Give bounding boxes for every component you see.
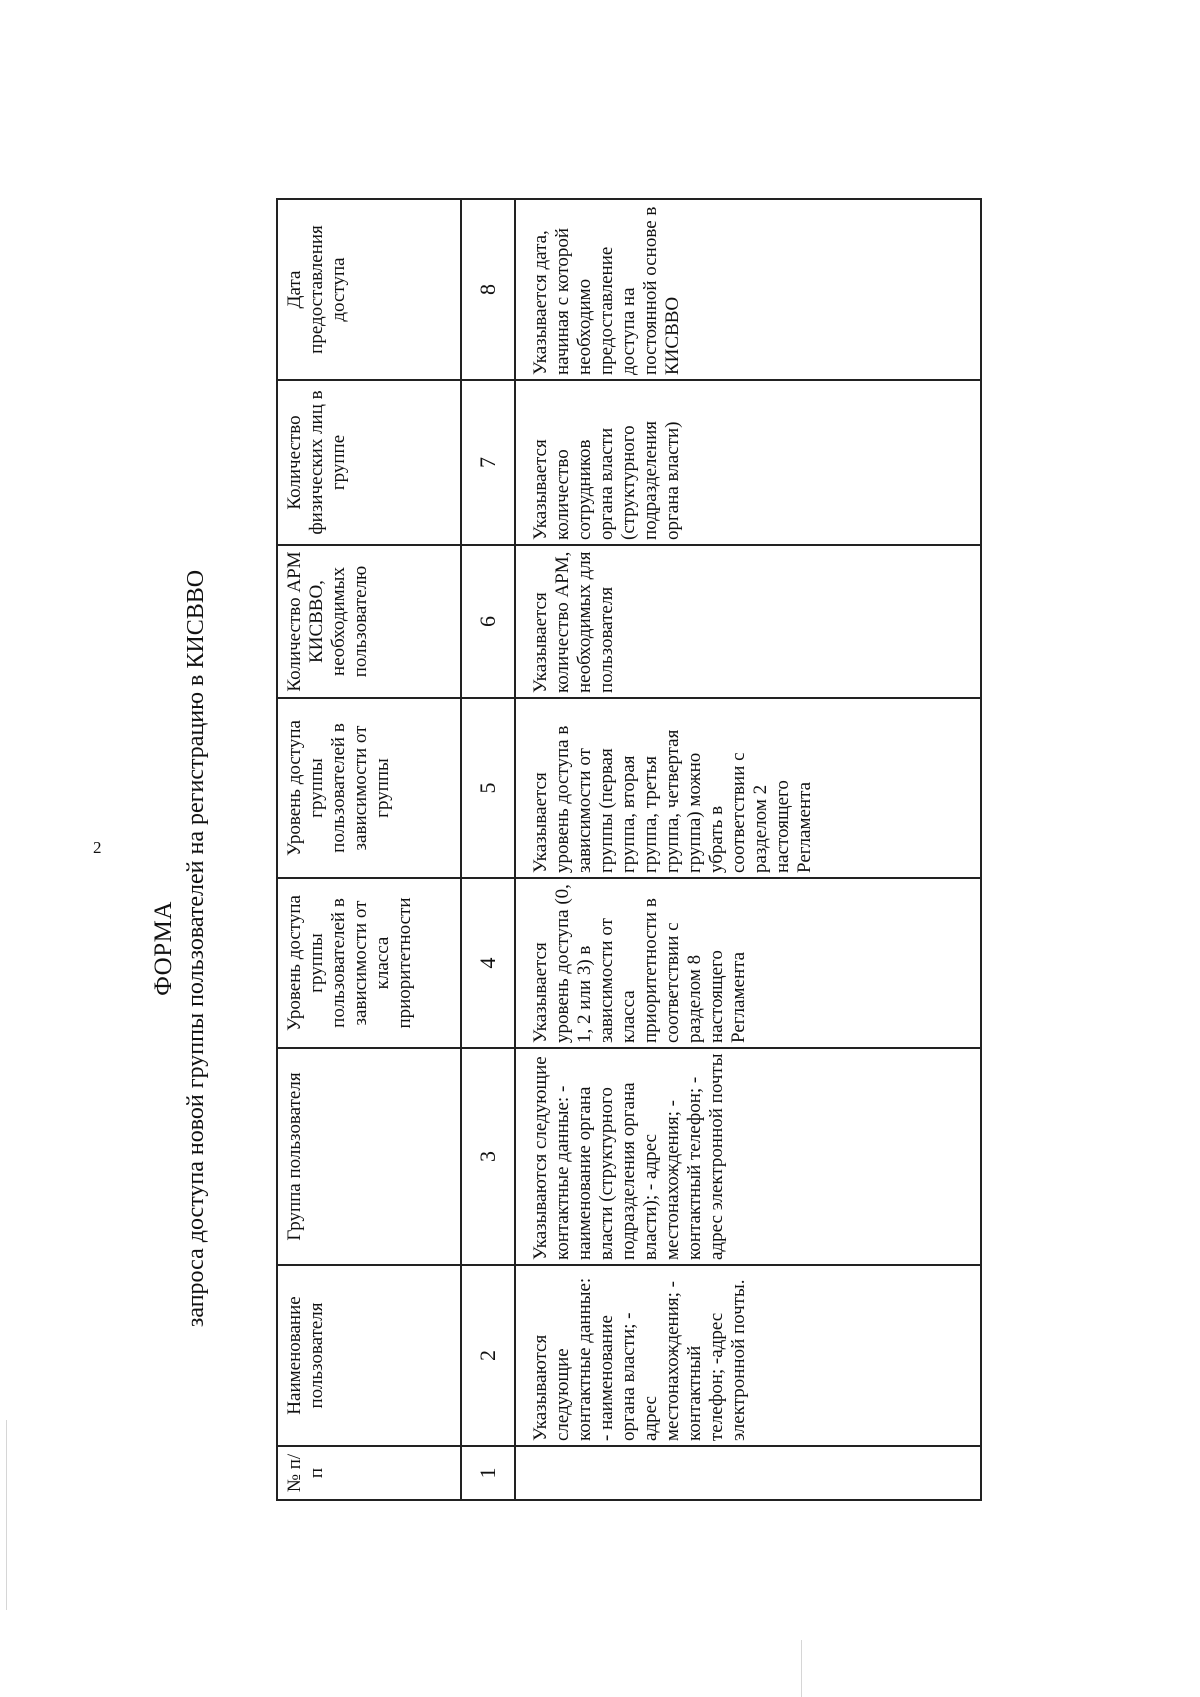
column-number: 8 [461, 199, 515, 380]
column-number-row [461, 199, 515, 1500]
table-cell: Указывается уровень доступа (0, 1, 2 или 3) в зависимости от класса приоритетности в соответствии с разделом 8 настоящего Регламента [515, 878, 981, 1048]
table-cell: Указывается количество АРМ, необходимых для пользователя [515, 545, 981, 698]
header-cell: Количество АРМ КИСВВО, необходимых пользователю [277, 545, 461, 698]
header-cell: Дата предоставления доступа [277, 199, 461, 380]
table-cell: Указывается дата, начиная с которой необходимо предоставление доступа на постоянной основе в КИСВВО [515, 199, 981, 380]
header-cell: Уровень доступа группы пользователей в зависимости от класса приоритетности [277, 878, 461, 1048]
header-cell: Наименование пользователя [277, 1265, 461, 1446]
table-cell: Указываются следующие контактные данные: - наименование органа власти; - адрес местонахождения; - контактный телефон; -адрес электронной почты. [515, 1265, 981, 1446]
column-number: 5 [461, 698, 515, 878]
table-row [515, 199, 981, 1500]
form-subtitle: запроса доступа новой группы пользователей на регистрацию в КИСВВО [183, 569, 209, 1328]
table-header-row [277, 199, 461, 1500]
table-cell: Указывается уровень доступа в зависимости от группы (первая группа, вторая группа, третья группа, четвертая группа) можно убрать в соответствии с разделом 2 настоящего Регламента [515, 698, 981, 878]
column-number: 6 [461, 545, 515, 698]
header-cell: № п/п [277, 1446, 461, 1500]
column-number: 1 [461, 1446, 515, 1500]
table-cell: Указывается количество сотрудников органа власти (структурного подразделения органа власти) [515, 380, 981, 545]
column-number: 7 [461, 380, 515, 545]
header-cell: Количество физических лиц в группе [277, 380, 461, 545]
header-cell: Уровень доступа группы пользователей в зависимости от группы [277, 698, 461, 878]
header-cell: Группа пользователя [277, 1048, 461, 1265]
request-form-table [276, 198, 982, 1501]
table-cell: Указываются следующие контактные данные: - наименование органа власти (структурного подразделения органа власти); - адрес местонахождения; - контактный телефон; - адрес электронной почты [515, 1048, 981, 1265]
column-number: 4 [461, 878, 515, 1048]
column-number: 3 [461, 1048, 515, 1265]
page-number: 2 [93, 838, 102, 857]
column-number: 2 [461, 1265, 515, 1446]
table-cell [515, 1446, 981, 1500]
rotated-document [0, 197, 900, 1697]
form-title: ФОРМА [150, 901, 177, 996]
